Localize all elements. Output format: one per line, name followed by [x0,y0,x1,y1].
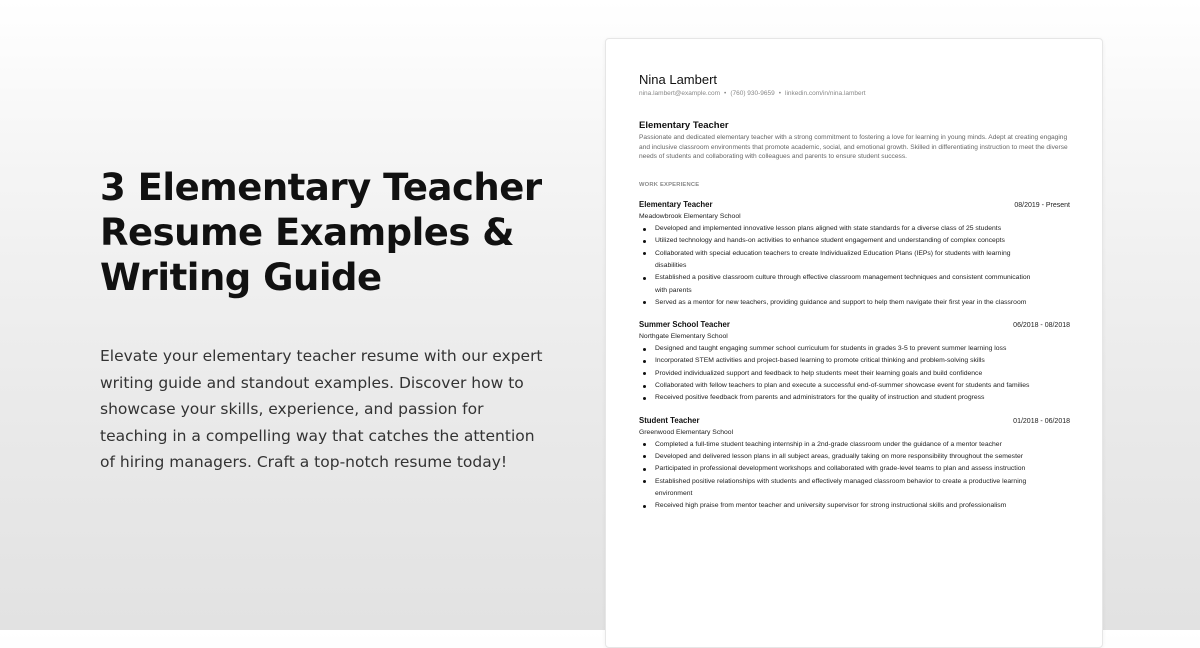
job-title: Student Teacher [639,415,700,425]
job-bullets [639,439,1070,513]
job-bullet: Incorporated STEM activities and project-based learning to promote critical thinking and problem-solving skills [655,355,1070,367]
job-bullet: Collaborated with fellow teachers to plan and execute a successful end-of-summer showcase event for students and families [655,380,1070,392]
resume-linkedin: linkedin.com/in/nina.lambert [785,90,866,97]
job-bullet: Established positive relationships with students and effectively managed classroom behavior to create a productive learning environment [655,476,1070,501]
job-employer: Northgate Elementary School [639,333,728,341]
resume-summary: Passionate and dedicated elementary teacher with a strong commitment to fostering a love for learning in young minds. Adept at creating engaging and inclusive classroom environments that promote academic, social, and emotional growth. Skilled in differentiating instruction to meet the diverse needs of students and collaborating with colleagues and parents to ensure student success. [639,134,1068,161]
article-intro [100,165,550,476]
job-bullet: Received positive feedback from parents and administrators for the quality of instruction and student progress [655,392,1070,404]
job-dates: 06/2018 - 08/2018 [1013,322,1070,330]
job-entry [639,415,1070,513]
job-bullet: Completed a full-time student teaching internship in a 2nd-grade classroom under the guidance of a mentor teacher [655,439,1070,451]
job-bullet: Established a positive classroom culture through effective classroom management techniques and consistent communication with parents [655,272,1070,297]
job-bullet: Utilized technology and hands-on activities to enhance student engagement and understanding of complex concepts [655,235,1070,247]
resume-phone: (760) 930-9659 [730,90,775,97]
job-bullet: Received high praise from mentor teacher and university supervisor for strong instructional skills and professionalism [655,500,1070,512]
resume-title: Elementary Teacher [639,120,729,131]
intro-paragraph: Elevate your elementary teacher resume with our expert writing guide and standout examples. Discover how to showcase your skills, experience, and passion for teaching in a compelling way that catches the attention of hiring managers. Craft a top-notch resume today! [100,347,543,471]
contact-separator: • [778,90,782,97]
job-entry [639,319,1070,404]
job-title: Elementary Teacher [639,200,713,210]
page-title: 3 Elementary Teacher Resume Examples & Writing Guide [100,166,542,299]
job-bullet: Developed and implemented innovative lesson plans aligned with state standards for a diverse class of 25 students [655,223,1070,235]
job-bullet: Participated in professional development workshops and collaborated with grade-level teams to plan and assess instruction [655,463,1070,475]
job-bullet: Designed and taught engaging summer school curriculum for students in grades 3-5 to prevent summer learning loss [655,343,1070,355]
resume-email: nina.lambert@example.com [639,90,721,97]
job-bullets [639,223,1070,309]
contact-separator: • [724,90,727,97]
job-entry [639,199,1070,309]
job-dates: 08/2019 - Present [1014,202,1070,210]
job-employer: Greenwood Elementary School [639,428,734,436]
job-dates: 01/2018 - 06/2018 [1013,417,1070,425]
resume-preview [605,38,1103,648]
resume-contact [639,89,1070,99]
job-bullet: Provided individualized support and feedback to help students meet their learning goals and build confidence [655,368,1070,380]
job-bullet: Developed and delivered lesson plans in all subject areas, gradually taking on more responsibility throughout the semester [655,451,1070,463]
job-bullet: Served as a mentor for new teachers, providing guidance and support to help them navigate their first year in the classroom [655,297,1070,309]
job-bullet: Collaborated with special education teachers to create Individualized Education Plans (IEPs) for students with learning disabilities [655,248,1070,273]
job-title: Summer School Teacher [639,320,730,330]
job-employer: Meadowbrook Elementary School [639,213,741,221]
work-experience-heading: WORK EXPERIENCE [639,182,700,189]
job-bullets [639,343,1070,404]
resume-name: Nina Lambert [639,72,718,87]
